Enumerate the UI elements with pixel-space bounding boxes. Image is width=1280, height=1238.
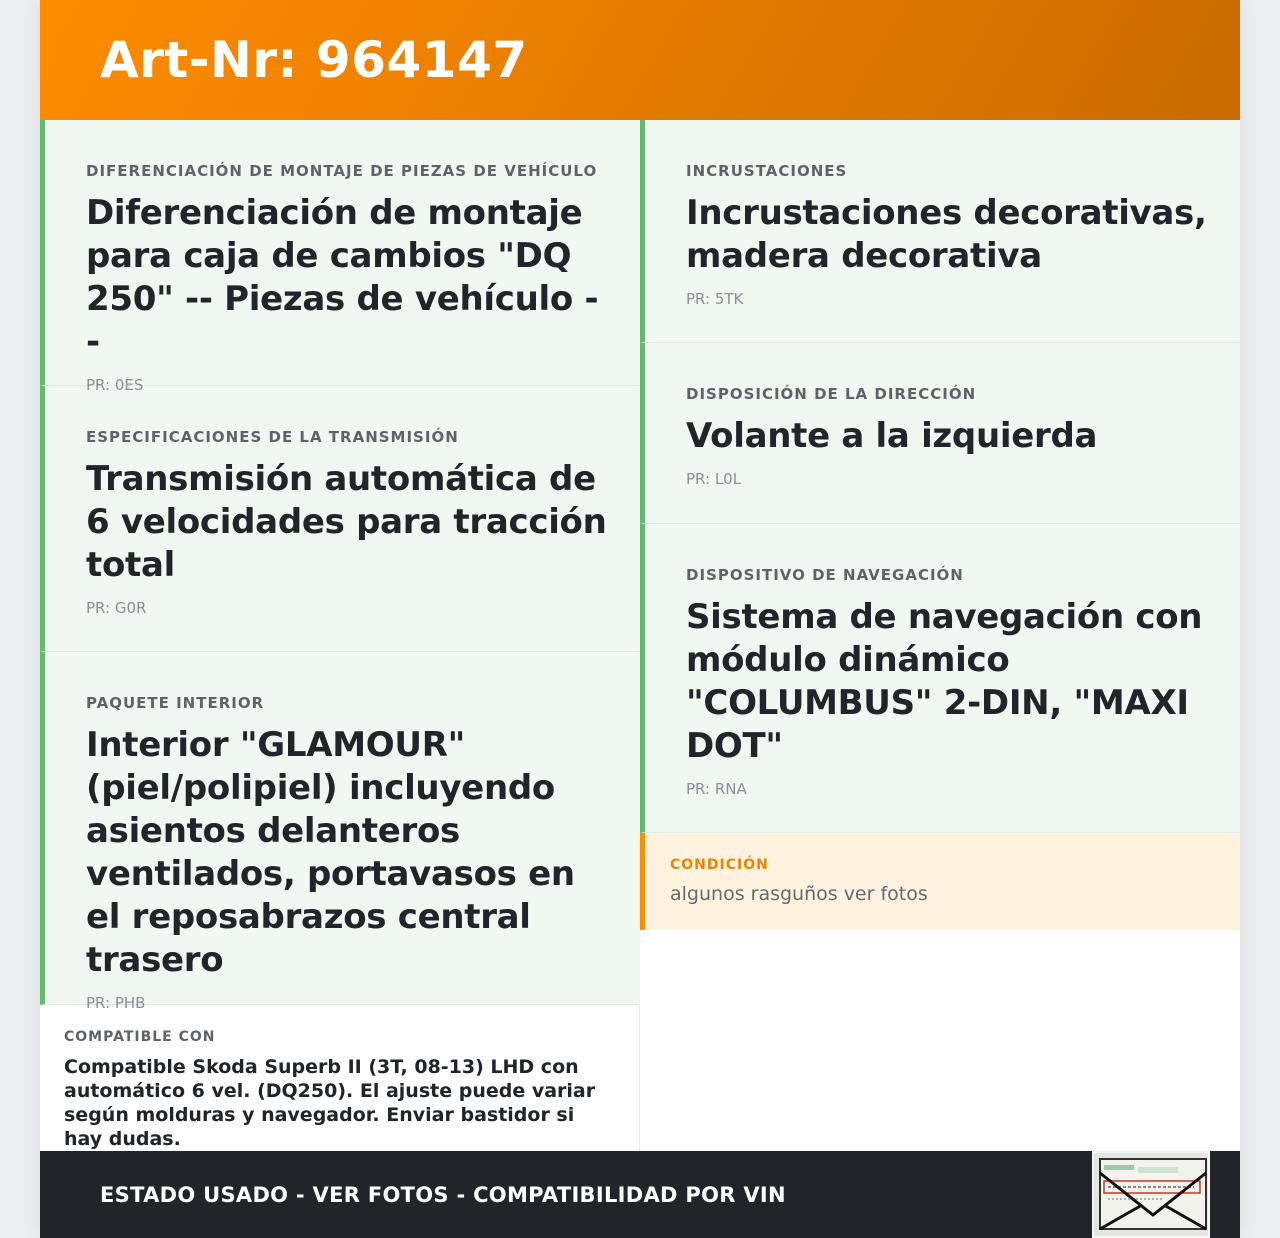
right-column xyxy=(640,120,1240,930)
compat-text: Compatible Skoda Superb II (3T, 08-13) LHD con automático 6 vel. (DQ250). El ajuste puede variar según molduras y navegador. Enviar bastidor si hay dudas. xyxy=(64,1056,596,1150)
spec-title: Volante a la izquierda xyxy=(686,416,1098,456)
spec-label: DIFERENCIACIÓN DE MONTAJE DE PIEZAS DE VEHÍCULO xyxy=(86,162,598,180)
envelope-label-icon xyxy=(1094,1153,1210,1238)
spec-label: DISPOSICIÓN DE LA DIRECCIÓN xyxy=(686,385,977,403)
spec-card-inlays xyxy=(640,120,1240,343)
spec-title: Incrustaciones decorativas, madera decorativa xyxy=(686,193,1207,276)
spec-label: INCRUSTACIONES xyxy=(686,162,848,180)
spec-card-interior xyxy=(40,652,640,1012)
spec-title: Diferenciación de montaje para caja de cambios "DQ 250" -- Piezas de vehículo -- xyxy=(86,193,599,362)
label-photo-thumbnail[interactable] xyxy=(1092,1151,1210,1238)
pr-code: PR: PHB xyxy=(86,994,146,1012)
condition-section xyxy=(640,833,1240,930)
condition-label: CONDICIÓN xyxy=(670,857,769,873)
pr-code: PR: 5TK xyxy=(686,290,744,308)
spec-title: Transmisión automática de 6 velocidades para tracción total xyxy=(86,459,607,585)
spec-card-steering xyxy=(640,343,1240,524)
spec-card-transmission xyxy=(40,386,640,652)
spec-title: Interior "GLAMOUR" (piel/polipiel) incluyendo asientos delanteros ventilados, portavasos en el reposabrazos central trasero xyxy=(86,725,575,980)
compat-label: COMPATIBLE CON xyxy=(64,1029,216,1045)
spec-label: DISPOSITIVO DE NAVEGACIÓN xyxy=(686,566,964,584)
pr-code: PR: G0R xyxy=(86,599,147,617)
page-header xyxy=(40,0,1240,120)
spec-label: PAQUETE INTERIOR xyxy=(86,694,265,712)
footer-text: ESTADO USADO - VER FOTOS - COMPATIBILIDAD POR VIN xyxy=(100,1182,786,1207)
pr-code: PR: 0ES xyxy=(86,376,144,394)
spec-card-mounting xyxy=(40,120,640,394)
spec-card-navigation xyxy=(640,524,1240,833)
article-number-title: Art-Nr: 964147 xyxy=(100,31,528,89)
spec-title: Sistema de navegación con módulo dinámico "COLUMBUS" 2-DIN, "MAXI DOT" xyxy=(686,597,1203,766)
page-footer xyxy=(40,1151,1240,1238)
product-sheet xyxy=(40,0,1240,1238)
pr-code: PR: RNA xyxy=(686,780,747,798)
spec-label: ESPECIFICACIONES DE LA TRANSMISIÓN xyxy=(86,428,459,446)
condition-text: algunos rasguños ver fotos xyxy=(670,883,928,905)
pr-code: PR: L0L xyxy=(686,470,742,488)
left-column xyxy=(40,120,640,1151)
compatibility-section xyxy=(40,1005,640,1151)
